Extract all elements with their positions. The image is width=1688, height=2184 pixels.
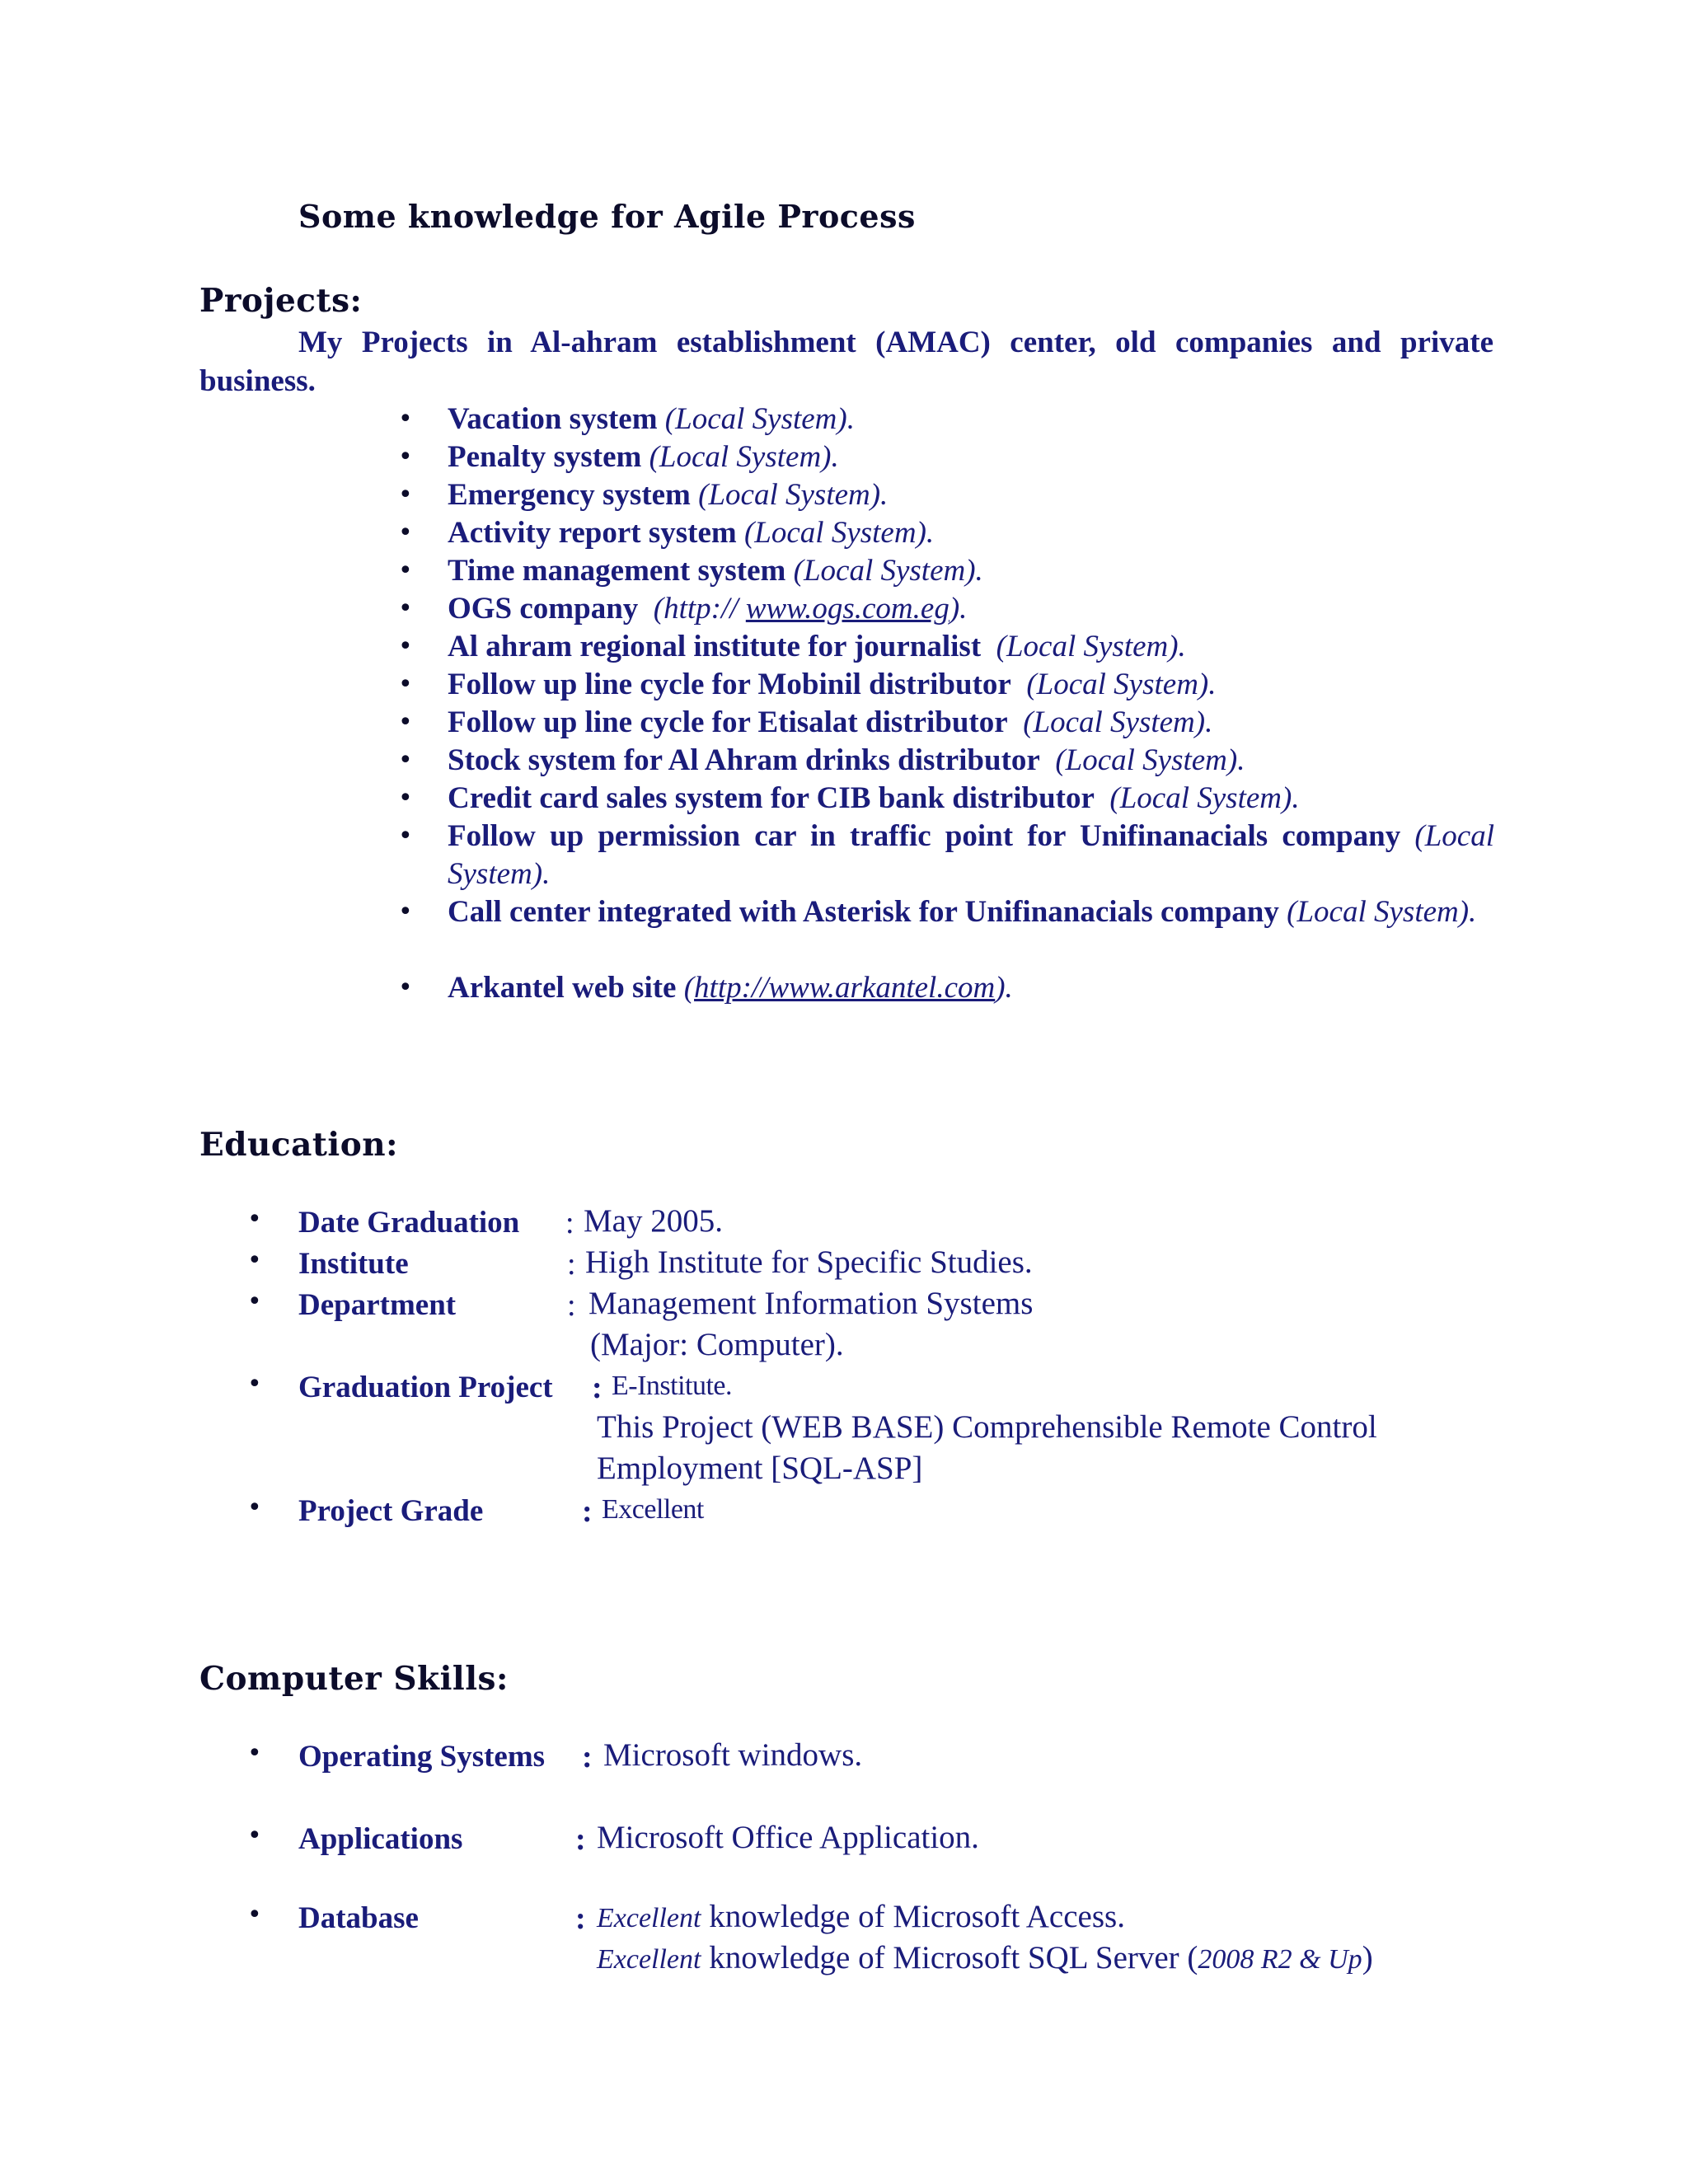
bullet-icon: • — [247, 1370, 262, 1399]
project-item: • Credit card sales system for CIB bank distributor (Local System). — [448, 780, 1494, 818]
bullet-icon: • — [398, 670, 413, 699]
project-item: • Follow up line cycle for Mobinil distributor (Local System). — [448, 666, 1494, 704]
ogs-link[interactable]: www.ogs.com.eg — [745, 592, 950, 626]
project-item: • Al ahram regional institute for journalist (Local System). — [448, 628, 1494, 666]
bullet-icon: • — [398, 708, 413, 737]
bullet-icon: • — [247, 1246, 262, 1275]
project-item: • Call center integrated with Asterisk for Unifinanacials company (Local System). — [448, 893, 1494, 931]
bullet-icon: • — [247, 1821, 262, 1850]
bullet-icon: • — [398, 556, 413, 585]
bullet-icon: • — [247, 1287, 262, 1316]
project-item: • Vacation system (Local System). — [448, 401, 1494, 438]
bullet-icon: • — [398, 443, 413, 471]
database-line-1: Excellent knowledge of Microsoft Access. — [597, 1899, 1125, 1934]
bullet-icon: • — [398, 973, 413, 1002]
bullet-icon: • — [247, 1739, 262, 1768]
bullet-icon: • — [398, 480, 413, 509]
project-item: • Stock system for Al Ahram drinks distributor (Local System). — [448, 742, 1494, 780]
education-heading: Education: — [199, 1126, 398, 1164]
bullet-icon: • — [247, 1205, 262, 1234]
project-item: • Emergency system (Local System). — [448, 476, 1494, 514]
bullet-icon: • — [247, 1493, 262, 1522]
arkantel-link[interactable]: http://www.arkantel.com — [694, 971, 996, 1005]
bullet-icon: • — [398, 898, 413, 926]
bullet-icon: • — [398, 746, 413, 775]
project-item: • Follow up permission car in traffic point for Unifinanacials company (Local System). — [398, 819, 1494, 891]
bullet-icon: • — [247, 1900, 262, 1929]
agile-heading: Some knowledge for Agile Process — [298, 198, 916, 235]
database-line-2: Excellent knowledge of Microsoft SQL Server (2008 R2 & Up) — [597, 1940, 1373, 1975]
project-item: • OGS company (http:// www.ogs.com.eg). — [448, 590, 1494, 628]
project-item: • Penalty system (Local System). — [448, 438, 1494, 476]
bullet-icon: • — [398, 784, 413, 813]
bullet-icon: • — [398, 632, 413, 661]
project-item: • Time management system (Local System). — [448, 552, 1494, 590]
bullet-icon: • — [398, 405, 413, 434]
computer-skills-heading: Computer Skills: — [199, 1660, 509, 1698]
bullet-icon: • — [398, 518, 413, 547]
project-item: • Activity report system (Local System). — [448, 514, 1494, 552]
projects-intro: My Projects in Al-ahram establishment (AMAC) center, old companies and private business. — [199, 326, 1493, 398]
bullet-icon: • — [398, 594, 413, 623]
bullet-icon: • — [398, 822, 413, 851]
project-item: • Follow up line cycle for Etisalat distributor (Local System). — [448, 704, 1494, 742]
projects-heading: Projects: — [199, 282, 363, 320]
document-page: Some knowledge for Agile Process Projects: My Projects in Al-ahram establishment (AMAC) center, old companies and private business. • Vacation system (Local System). • Penalty system (Local System). • Emergency system (Local System). • Activity report system (Local System). • Time management system (Local System). • OGS company (http:// www.ogs.com.eg). • Al ahram regional institute for journalist (Local System). • Follow up line cycle for Mobinil distributor (Local System). • Follow up line cycle for Etisalat distributor (Local System). • Stock system for Al Ahram drinks distributor (Local System). • Credit card sales system for CIB bank distributor (Local System). • Follow up permission car in traffic point for Unifinanacials company (Local System). • Call center integrated with Asterisk for Unifinanacials company (Local System). • Arkantel web site (http://www.arkantel.com). Education: • Date Graduation : May 2005. • Institute : High Institute for Specific Studies. • Department : Management Information Systems (Major: Computer). • Graduation Project : E-Institute. This Project (WEB BASE) Comprehensible Remote Control Employment [SQL-ASP] • Project Grade : Excellent Computer Skills: • Operating Systems : Microsoft windows. • Applications : Microsoft Office Application. • Database : Excellent knowledge of Microsoft Access. Excellent knowledge of Microsoft SQL Server (2008 R2 & Up) — [199, 198, 1494, 1975]
project-item: • Arkantel web site (http://www.arkantel.com). — [448, 969, 1494, 1007]
